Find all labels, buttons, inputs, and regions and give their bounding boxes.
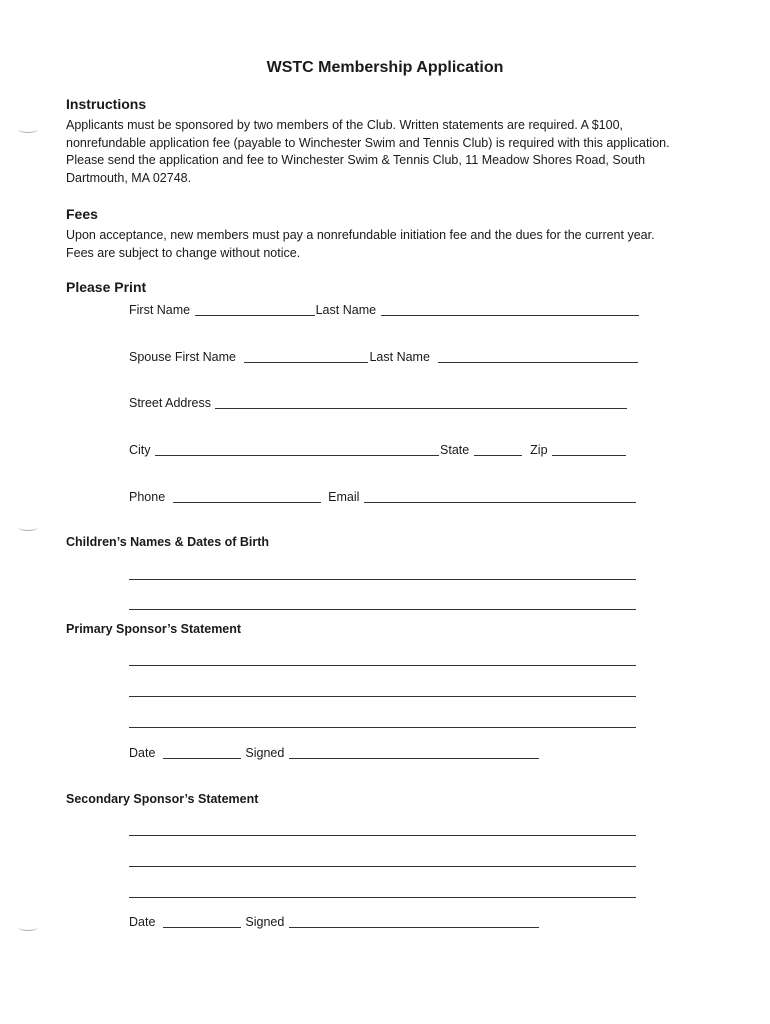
state-label: State <box>440 443 470 457</box>
fees-text <box>66 227 716 262</box>
name-row <box>129 302 640 318</box>
spouse-first-name-label: Spouse First Name <box>129 350 236 364</box>
last-name-label: Last Name <box>315 303 377 317</box>
fees-line: Upon acceptance, new members must pay a nonrefundable initiation fee and the dues for the current year. <box>66 228 655 242</box>
secondary-statement-line[interactable] <box>129 866 636 867</box>
street-address-field[interactable] <box>215 396 627 409</box>
street-address-label: Street Address <box>129 396 211 410</box>
margin-mark <box>18 524 38 531</box>
instructions-text <box>66 117 716 187</box>
secondary-date-field[interactable] <box>163 915 241 928</box>
fees-heading: Fees <box>66 206 98 222</box>
primary-date-label: Date <box>129 746 156 760</box>
children-line[interactable] <box>129 579 636 580</box>
spouse-last-name-label: Last Name <box>369 350 430 364</box>
instructions-heading: Instructions <box>66 96 147 112</box>
children-line[interactable] <box>129 609 636 610</box>
secondary-statement-line[interactable] <box>129 897 636 898</box>
secondary-statement-line[interactable] <box>129 835 636 836</box>
last-name-field[interactable] <box>381 303 639 316</box>
please-print-heading: Please Print <box>66 279 147 295</box>
zip-field[interactable] <box>552 443 626 456</box>
primary-statement-line[interactable] <box>129 727 636 728</box>
city-label: City <box>129 443 151 457</box>
zip-label: Zip <box>530 443 548 457</box>
secondary-signature-field[interactable] <box>289 915 539 928</box>
contact-row <box>129 489 637 505</box>
first-name-field[interactable] <box>195 303 315 316</box>
spouse-last-name-field[interactable] <box>438 350 638 363</box>
margin-mark <box>18 126 38 133</box>
phone-label: Phone <box>129 490 166 504</box>
primary-sponsor-heading: Primary Sponsor’s Statement <box>66 622 242 636</box>
instructions-line: Applicants must be sponsored by two members of the Club. Written statements are required. A $100, <box>66 118 624 132</box>
secondary-date-label: Date <box>129 915 156 929</box>
children-heading: Children’s Names & Dates of Birth <box>66 535 270 549</box>
fees-line: Fees are subject to change without notice. <box>66 245 301 260</box>
primary-statement-line[interactable] <box>129 696 636 697</box>
secondary-signature-row <box>129 914 540 930</box>
secondary-sponsor-heading: Secondary Sponsor’s Statement <box>66 792 259 806</box>
secondary-signed-label: Signed <box>245 915 285 929</box>
first-name-label: First Name <box>129 303 191 317</box>
primary-statement-line[interactable] <box>129 665 636 666</box>
email-label: Email <box>328 490 360 504</box>
primary-date-field[interactable] <box>163 746 241 759</box>
address-row <box>129 395 628 411</box>
phone-field[interactable] <box>173 490 321 503</box>
state-field[interactable] <box>474 443 522 456</box>
spouse-row <box>129 349 639 365</box>
city-state-zip-row <box>129 442 627 458</box>
instructions-line: Dartmouth, MA 02748. <box>66 170 192 185</box>
primary-signature-row <box>129 745 540 761</box>
primary-signature-field[interactable] <box>289 746 539 759</box>
email-field[interactable] <box>364 490 636 503</box>
spouse-first-name-field[interactable] <box>244 350 368 363</box>
page-title: WSTC Membership Application <box>266 59 504 76</box>
margin-mark <box>18 924 38 931</box>
instructions-line: Please send the application and fee to Winchester Swim & Tennis Club, 11 Meadow Shores Road, South <box>66 153 646 167</box>
instructions-line: nonrefundable application fee (payable to Winchester Swim and Tennis Club) is required with this application. <box>66 135 670 150</box>
city-field[interactable] <box>155 443 439 456</box>
primary-signed-label: Signed <box>245 746 285 760</box>
